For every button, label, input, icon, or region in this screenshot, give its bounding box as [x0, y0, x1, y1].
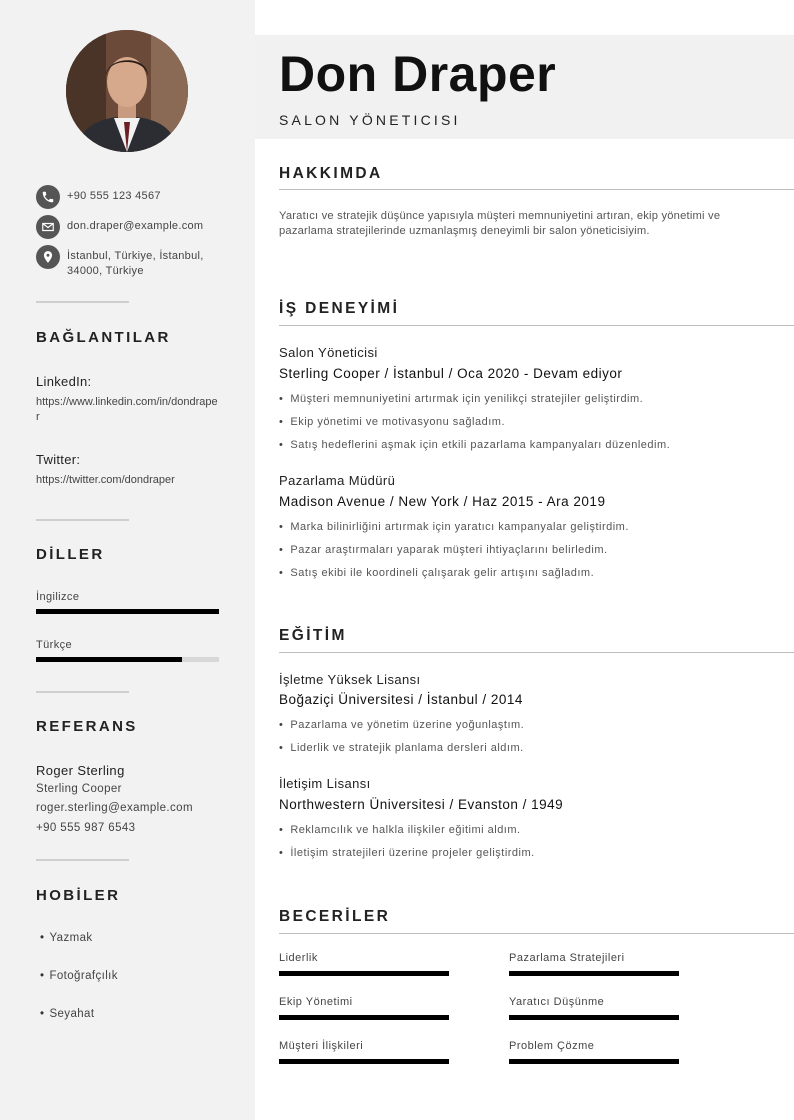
skill-bar	[279, 1015, 449, 1020]
skill-bar	[509, 1059, 679, 1064]
job-bullet: • Müşteri memnuniyetini artırmak için yenilikçi stratejiler geliştirdim.	[279, 393, 643, 405]
linkedin-url[interactable]: https://www.linkedin.com/in/dondraper	[36, 396, 218, 423]
degree-bullet: • Reklamcılık ve halkla ilişkiler eğitimi aldım.	[279, 824, 521, 836]
email-icon	[36, 215, 60, 239]
contact-address	[36, 245, 236, 279]
job-bullet: • Satış ekibi ile koordineli çalışarak gelir artışını sağladım.	[279, 567, 594, 579]
main-content	[255, 0, 794, 1120]
skill-bar	[279, 971, 449, 976]
sidebar-divider	[36, 519, 129, 521]
skill-name: Ekip Yönetimi	[279, 996, 353, 1008]
language-bar-fill	[36, 609, 219, 614]
skill-bar-fill	[509, 1059, 679, 1064]
degree-bullet: • Pazarlama ve yönetim üzerine yoğunlaştım.	[279, 719, 524, 731]
skill-name: Müşteri İlişkileri	[279, 1040, 364, 1052]
skill-bar-fill	[279, 1059, 449, 1064]
sidebar	[0, 0, 255, 1120]
job-bullet: • Satış hedeflerini aşmak için etkili pazarlama kampanyaları düzenledim.	[279, 439, 670, 451]
degree-meta: Northwestern Üniversitesi / Evanston / 1949	[279, 797, 564, 812]
job-bullet: • Pazar araştırmaları yaparak müşteri ihtiyaçlarını belirledim.	[279, 544, 608, 556]
job-title: Salon Yöneticisi	[279, 345, 378, 360]
reference-company: Sterling Cooper	[36, 783, 122, 795]
person-name: Don Draper	[279, 46, 557, 102]
hobbies-heading: HOBİLER	[36, 887, 121, 904]
degree-bullet: • Liderlik ve stratejik planlama dersleri aldım.	[279, 742, 524, 754]
contact-phone	[36, 185, 236, 209]
address-line-2: 34000, Türkiye	[67, 265, 144, 277]
section-rule	[279, 189, 794, 190]
skill-bar-fill	[279, 1015, 449, 1020]
skill-bar	[279, 1059, 449, 1064]
section-rule	[279, 652, 794, 653]
contact-email	[36, 215, 236, 239]
hobby-item: • Seyahat	[40, 1008, 94, 1020]
references-heading: REFERANS	[36, 718, 138, 735]
linkedin-label: LinkedIn:	[36, 374, 92, 389]
avatar	[66, 30, 188, 152]
skill-bar-fill	[509, 971, 679, 976]
skill-name: Liderlik	[279, 952, 318, 964]
skill-bar-fill	[509, 1015, 679, 1020]
degree-meta: Boğaziçi Üniversitesi / İstanbul / 2014	[279, 692, 523, 707]
reference-name: Roger Sterling	[36, 763, 125, 778]
languages-heading: DİLLER	[36, 546, 105, 563]
avatar-portrait-icon	[66, 30, 188, 152]
email-text: don.draper@example.com	[67, 220, 204, 232]
language-name: İngilizce	[36, 591, 80, 603]
job-bullet: • Marka bilinirliğini artırmak için yaratıcı kampanyalar geliştirdim.	[279, 521, 629, 533]
degree-title: İşletme Yüksek Lisansı	[279, 672, 421, 687]
sidebar-divider	[36, 691, 129, 693]
job-meta: Sterling Cooper / İstanbul / Oca 2020 - Devam ediyor	[279, 366, 623, 381]
twitter-label: Twitter:	[36, 452, 81, 467]
hobby-item: • Fotoğrafçılık	[40, 970, 118, 982]
language-name: Türkçe	[36, 639, 73, 651]
person-role: SALON YÖNETICISI	[279, 112, 461, 128]
skill-name: Pazarlama Stratejileri	[509, 952, 625, 964]
sidebar-divider	[36, 301, 129, 303]
skill-bar	[509, 971, 679, 976]
location-pin-icon	[36, 245, 60, 269]
skill-bar	[509, 1015, 679, 1020]
language-bar	[36, 609, 219, 614]
phone-icon	[36, 185, 60, 209]
address-line-1: İstanbul, Türkiye, İstanbul,	[67, 250, 204, 262]
phone-text: +90 555 123 4567	[67, 190, 161, 202]
degree-title: İletişim Lisansı	[279, 776, 371, 791]
section-rule	[279, 325, 794, 326]
sidebar-divider	[36, 859, 129, 861]
language-bar-fill	[36, 657, 182, 662]
reference-phone: +90 555 987 6543	[36, 822, 136, 834]
reference-email[interactable]: roger.sterling@example.com	[36, 802, 193, 814]
about-text: Yaratıcı ve stratejik düşünce yapısıyla müşteri memnuniyetini artıran, ekip yönetimi ve pazarlama stratejilerinde uzmanlaşmış deneyimli bir salon yöneticisiyim.	[279, 210, 721, 237]
hobby-item: • Yazmak	[40, 932, 93, 944]
job-bullet: • Ekip yönetimi ve motivasyonu sağladım.	[279, 416, 505, 428]
education-heading: EĞİTİM	[279, 627, 347, 644]
job-meta: Madison Avenue / New York / Haz 2015 - Ara 2019	[279, 494, 606, 509]
experience-heading: İŞ DENEYİMİ	[279, 300, 400, 317]
section-rule	[279, 933, 794, 934]
about-heading: HAKKIMDA	[279, 165, 383, 182]
job-title: Pazarlama Müdürü	[279, 473, 396, 488]
degree-bullet: • İletişim stratejileri üzerine projeler geliştirdim.	[279, 847, 535, 859]
twitter-url[interactable]: https://twitter.com/dondraper	[36, 474, 175, 486]
language-bar	[36, 657, 219, 662]
address-text	[67, 245, 204, 279]
skill-name: Yaratıcı Düşünme	[509, 996, 605, 1008]
links-heading: BAĞLANTILAR	[36, 329, 171, 346]
skill-bar-fill	[279, 971, 449, 976]
skill-name: Problem Çözme	[509, 1040, 595, 1052]
skills-heading: BECERİLER	[279, 908, 391, 925]
